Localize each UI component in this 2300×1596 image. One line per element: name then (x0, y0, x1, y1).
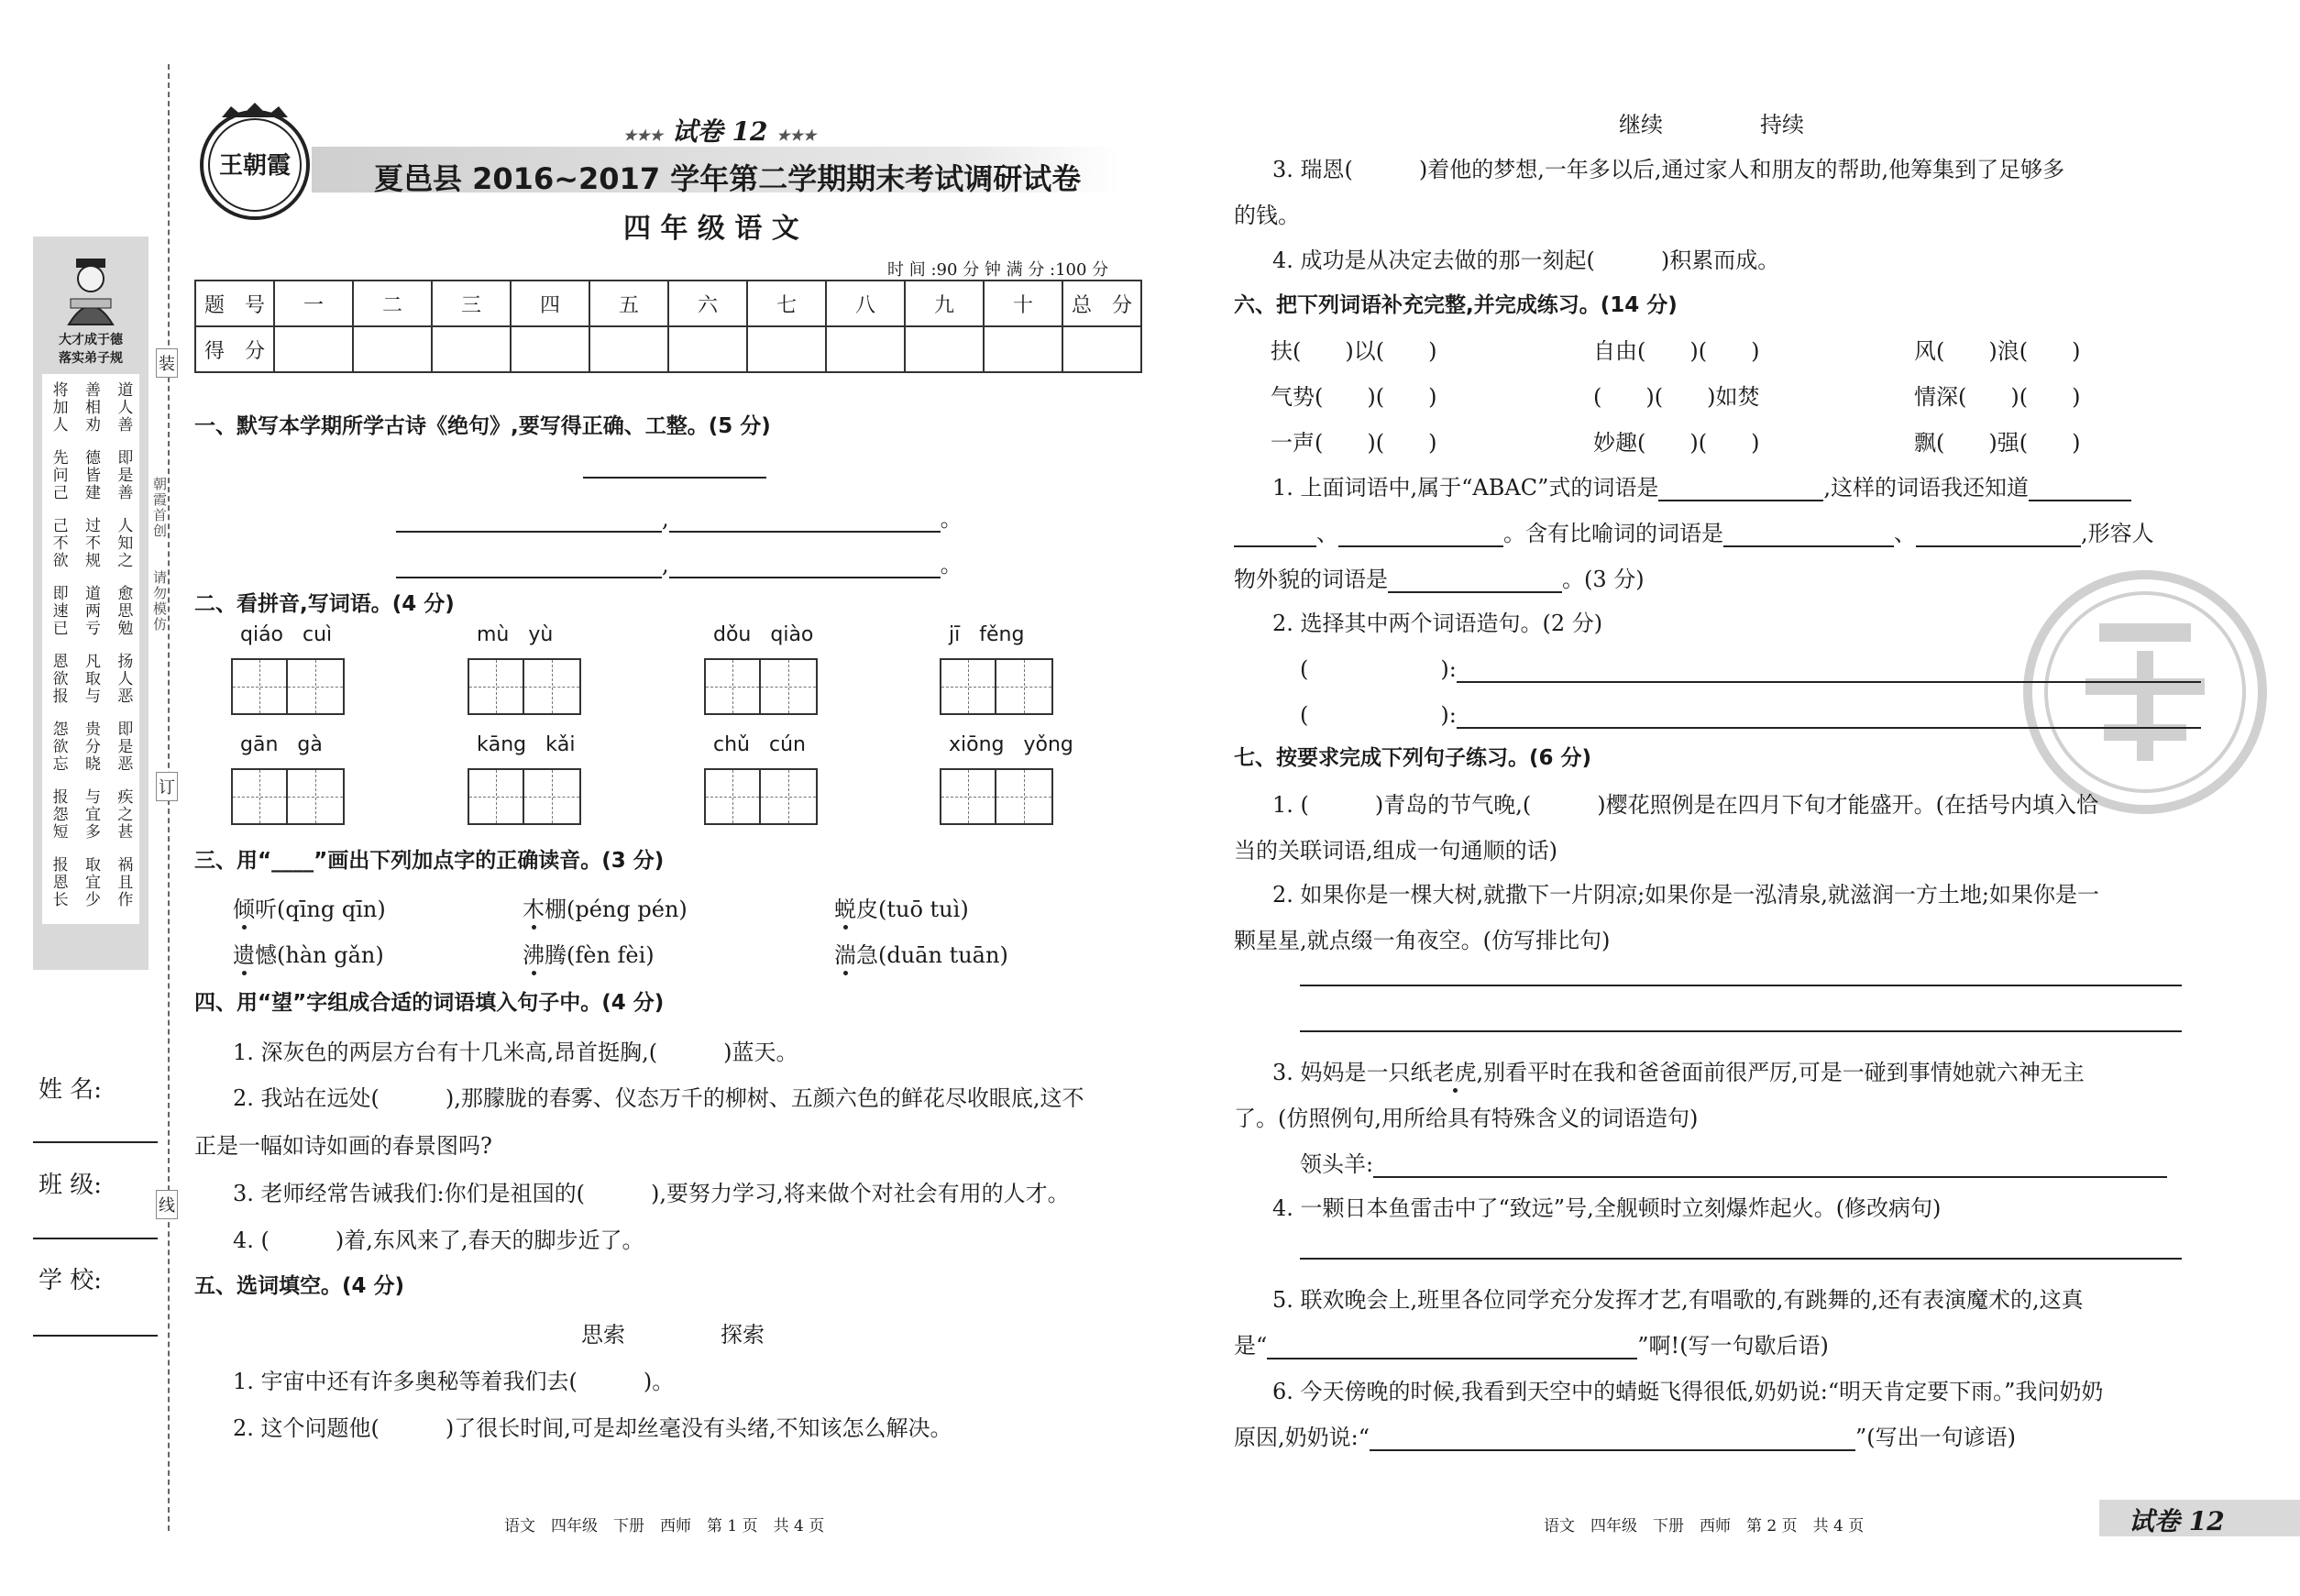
sidebar-motto: 大才成于德 (59, 333, 123, 347)
pronunciation-options: 急(duān tuān) (856, 942, 1008, 968)
pronunciation-options: 棚(péng pén) (545, 897, 688, 922)
brand-logo-text: 王朝霞 (218, 152, 291, 180)
sidebar-poem-column: 即是恶 (114, 721, 133, 773)
section-3-title: 三、用“____”画出下列加点字的正确读音。(3 分) (194, 849, 665, 873)
time-info: 时 间 :90 分 钟 满 分 :100 分 (887, 260, 1109, 280)
score-header-cell: 一 (274, 281, 353, 326)
tianzi-grid[interactable] (940, 768, 1053, 825)
dotted-character: 倾 (233, 897, 255, 922)
idiom-fill-item[interactable]: 扶( )以( ) (1271, 338, 1437, 364)
idiom-fill-item[interactable]: 气势( )( ) (1271, 384, 1437, 410)
scholar-figure-icon (54, 253, 127, 326)
s4-question-3: 3. 老师经常告诫我们:你们是祖国的( ),要努力学习,将来做个对社会有用的人才。 (233, 1181, 1070, 1206)
school-label: 学 校: (39, 1267, 103, 1294)
score-label-cell: 得 分 (195, 326, 274, 372)
score-header-cell: 五 (589, 281, 668, 326)
sidebar-poem-column: 将加人 (49, 381, 68, 434)
s7-question-3-answer[interactable]: 领头羊: (1300, 1146, 2167, 1178)
tianzi-cell[interactable] (996, 768, 1053, 825)
sidebar-motto: 落实弟子规 (59, 351, 123, 366)
tianzi-cell[interactable] (761, 768, 818, 825)
s5-question-1: 1. 宇宙中还有许多奥秘等着我们去( )。 (233, 1369, 675, 1394)
idiom-fill-item[interactable]: 一声( )( ) (1271, 430, 1437, 456)
margin-mark: 订 (156, 772, 178, 801)
sidebar-poem-column: 与宜多 (81, 788, 100, 841)
score-header-cell: 二 (353, 281, 432, 326)
answer-line[interactable] (1300, 1030, 2182, 1032)
word-choice: 持续 (1760, 112, 1804, 138)
s6-question-1-cont2[interactable]: 物外貌的词语是 。(3 分) (1234, 567, 1645, 592)
pinyin-label: xiōng yǒng (949, 733, 1073, 756)
tianzi-cell[interactable] (524, 768, 581, 825)
section-1-title: 一、默写本学期所学古诗《绝句》,要写得正确、工整。(5 分) (194, 414, 771, 438)
pronunciation-options: 憾(hàn gǎn) (255, 942, 384, 968)
sidebar-poem-column: 疾之甚 (114, 788, 133, 841)
page-footer: 语文 四年级 下册 西师 第 1 页 共 4 页 (504, 1517, 825, 1535)
tianzi-cell[interactable] (704, 658, 761, 715)
score-input-cell[interactable] (353, 326, 432, 372)
s5-question-3-cont: 的钱。 (1234, 203, 1300, 228)
watermark-seal (2021, 568, 2269, 816)
sidebar-poem-column: 愈思勉 (114, 585, 133, 637)
s6-question-1-cont[interactable]: 、 。含有比喻词的词语是 、 ,形容人 (1234, 515, 2154, 547)
margin-note: 朝霞首创 (151, 477, 168, 539)
pronunciation-item[interactable] (834, 891, 969, 923)
pronunciation-options: 听(qīng qīn) (255, 897, 386, 922)
tianzi-grid[interactable] (704, 768, 818, 825)
margin-mark: 线 (156, 1190, 178, 1219)
pronunciation-item[interactable] (523, 937, 655, 969)
idiom-fill-item[interactable]: ( )( )如焚 (1593, 384, 1760, 410)
score-header-cell: 题 号 (195, 281, 274, 326)
sidebar-poem-column: 先问己 (49, 449, 68, 501)
tianzi-cell[interactable] (288, 658, 345, 715)
sidebar-poem-column: 报怨短 (49, 788, 68, 841)
idiom-fill-item[interactable]: 自由( )( ) (1593, 338, 1760, 364)
score-header-cell: 三 (432, 281, 511, 326)
dotted-character: 沸 (523, 942, 545, 968)
pronunciation-item[interactable] (233, 937, 384, 969)
score-input-cell[interactable] (668, 326, 747, 372)
sentence-line-2[interactable]: ( ): (1300, 697, 2201, 729)
pinyin-label: chǔ cún (713, 733, 806, 756)
sidebar-poem-column: 人知之 (114, 517, 133, 569)
tianzi-cell[interactable] (940, 658, 996, 715)
s4-question-1: 1. 深灰色的两层方台有十几米高,昂首挺胸,( )蓝天。 (233, 1040, 798, 1065)
idiom-fill-item[interactable]: 风( )浪( ) (1914, 338, 2081, 364)
dotted-character: 木 (523, 897, 545, 922)
pronunciation-options: 皮(tuō tuì) (856, 897, 969, 922)
s7-question-5-cont[interactable]: 是“ ”啊!(写一句歇后语) (1234, 1333, 1829, 1359)
tianzi-grid[interactable] (468, 658, 581, 715)
s7-question-3-cont: 了。(仿照例句,用所给具有特殊含义的词语造句) (1234, 1106, 1699, 1131)
sidebar-poem-column: 即是善 (114, 449, 133, 501)
s7-question-6-cont[interactable]: 原因,奶奶说:“ ”(写出一句谚语) (1234, 1425, 2016, 1450)
sidebar-poem-column: 道两亏 (81, 585, 100, 637)
s5-question-4: 4. 成功是从决定去做的那一刻起( )积累而成。 (1272, 248, 1780, 273)
pronunciation-item[interactable] (233, 891, 386, 923)
sentence-line-1[interactable]: ( ): (1300, 651, 2201, 683)
s7-question-1-cont: 当的关联词语,组成一句通顺的话) (1234, 838, 1557, 864)
dotted-character: 湍 (834, 942, 856, 968)
sidebar-poem-column: 过不规 (81, 517, 100, 569)
dotted-word: 老虎 (1432, 1060, 1477, 1085)
class-field[interactable] (33, 1238, 158, 1239)
score-header-cell: 七 (747, 281, 826, 326)
margin-mark: 装 (156, 348, 178, 378)
tianzi-cell[interactable] (288, 768, 345, 825)
score-input-cell[interactable] (274, 326, 353, 372)
idiom-fill-item[interactable]: 飘( )强( ) (1914, 430, 2081, 456)
sidebar-poem-column: 扬人恶 (114, 653, 133, 705)
pinyin-label: dǒu qiào (713, 623, 814, 646)
s7-question-4: 4. 一颗日本鱼雷击中了“致远”号,全舰顿时立刻爆炸起火。(修改病句) (1272, 1195, 1942, 1221)
score-input-cell[interactable] (511, 326, 589, 372)
pinyin-label: kāng kǎi (477, 733, 576, 756)
section-4-title: 四、用“望”字组成合适的词语填入句子中。(4 分) (194, 991, 665, 1015)
tianzi-grid[interactable] (468, 768, 581, 825)
exam-title: 夏邑县 2016~2017 学年第二学期期末考试调研试卷 (374, 161, 1082, 196)
word-choice: 继续 (1619, 112, 1663, 138)
s6-question-2: 2. 选择其中两个词语造句。(2 分) (1272, 611, 1603, 636)
tianzi-cell[interactable] (761, 658, 818, 715)
tianzi-grid[interactable] (940, 658, 1053, 715)
dotted-character: 遗 (233, 942, 255, 968)
section-2-title: 二、看拼音,写词语。(4 分) (194, 592, 455, 616)
score-header-cell: 九 (905, 281, 984, 326)
score-header-cell: 总 分 (1062, 281, 1141, 326)
answer-line[interactable] (1300, 1258, 2182, 1260)
pinyin-label: qiáo cuì (240, 623, 333, 646)
s6-question-1[interactable]: 1. 上面词语中,属于“ABAC”式的词语是 ,这样的词语我还知道 (1272, 469, 2131, 501)
idiom-fill-item[interactable]: 妙趣( )( ) (1593, 430, 1760, 456)
page-footer: 语文 四年级 下册 西师 第 2 页 共 4 页 (1544, 1517, 1865, 1535)
sidebar-poem-column: 取宜少 (81, 856, 100, 908)
tianzi-grid[interactable] (231, 658, 345, 715)
tianzi-cell[interactable] (231, 658, 288, 715)
tianzi-cell[interactable] (704, 768, 761, 825)
score-input-cell[interactable] (905, 326, 984, 372)
dotted-character: 蜕 (834, 897, 856, 922)
score-input-cell[interactable] (826, 326, 905, 372)
tianzi-cell[interactable] (468, 658, 524, 715)
score-input-cell[interactable] (589, 326, 668, 372)
sidebar-poem-column: 凡取与 (81, 653, 100, 705)
sidebar-panel (33, 237, 149, 970)
pronunciation-item[interactable] (523, 891, 688, 923)
sidebar-poem-column: 己不欲 (49, 517, 68, 569)
idiom-fill-item[interactable]: 情深( )( ) (1914, 384, 2081, 410)
s7-question-6: 6. 今天傍晚的时候,我看到天空中的蜻蜓飞得很低,奶奶说:“明天肯定要下雨。”我问奶奶 (1272, 1379, 2104, 1404)
score-input-cell[interactable] (747, 326, 826, 372)
exam-subject: 四 年 级 语 文 (623, 213, 799, 245)
margin-note: 请勿模仿 (151, 570, 168, 633)
s7-question-5: 5. 联欢晚会上,班里各位同学充分发挥才艺,有唱歌的,有跳舞的,还有表演魔术的,这真 (1272, 1287, 2084, 1313)
sidebar-poem-column: 善相劝 (81, 381, 100, 434)
section-5-title: 五、选词填空。(4 分) (194, 1274, 405, 1298)
sidebar-poem-column: 即速已 (49, 585, 68, 637)
word-choice: 探索 (721, 1322, 765, 1348)
score-input-cell[interactable] (1062, 326, 1141, 372)
name-label: 姓 名: (39, 1076, 103, 1104)
section-7-title: 七、按要求完成下列句子练习。(6 分) (1234, 746, 1592, 770)
corner-paper-number: 试卷 12 (2129, 1506, 2225, 1536)
s4-question-4: 4. ( )着,东风来了,春天的脚步近了。 (233, 1227, 644, 1253)
pronunciation-item[interactable] (834, 937, 1008, 969)
score-table (194, 280, 1142, 373)
score-header-cell: 四 (511, 281, 589, 326)
s5-question-3: 3. 瑞恩( )着他的梦想,一年多以后,通过家人和朋友的帮助,他筹集到了足够多 (1272, 157, 2065, 182)
tianzi-cell[interactable] (996, 658, 1053, 715)
poem-line-2[interactable]: , 。 (396, 546, 963, 578)
s7-question-1: 1. ( )青岛的节气晚,( )樱花照例是在四月下旬才能盛开。(在括号内填入恰 (1272, 792, 2098, 818)
tianzi-grid[interactable] (231, 768, 345, 825)
class-label: 班 级: (39, 1172, 103, 1199)
tianzi-cell[interactable] (524, 658, 581, 715)
score-header-cell: 八 (826, 281, 905, 326)
sidebar-poem-column: 恩欲报 (49, 653, 68, 705)
pinyin-label: gān gà (240, 733, 323, 756)
score-input-cell[interactable] (432, 326, 511, 372)
s5-question-2: 2. 这个问题他( )了很长时间,可是却丝毫没有头绪,不知该怎么解决。 (233, 1415, 952, 1441)
s7-question-2: 2. 如果你是一棵大树,就撒下一片阴凉;如果你是一泓清泉,就滋润一方土地;如果你是一 (1272, 882, 2099, 908)
brand-logo (194, 101, 315, 222)
sidebar-poem-column: 祸且作 (114, 856, 133, 908)
tianzi-grid[interactable] (704, 658, 818, 715)
s4-question-2-cont: 正是一幅如诗如画的春景图吗? (194, 1133, 492, 1159)
s7-question-2-cont: 颗星星,就点缀一角夜空。(仿写排比句) (1234, 928, 1611, 953)
score-input-cell[interactable] (984, 326, 1062, 372)
sidebar-poem-column: 怨欲忘 (49, 721, 68, 773)
sidebar-poem-column: 德皆建 (81, 449, 100, 501)
pinyin-label: jī fěng (949, 623, 1025, 646)
score-header-cell: 六 (668, 281, 747, 326)
sidebar-poem-column: 报恩长 (49, 856, 68, 908)
pinyin-label: mù yù (477, 623, 554, 646)
poem-title-line[interactable] (583, 477, 766, 479)
paper-number: ★★★ 试卷 12 ★★★ (623, 116, 817, 147)
name-field[interactable] (33, 1141, 158, 1143)
sidebar-poem-column: 贵分晓 (81, 721, 100, 773)
tianzi-cell[interactable] (940, 768, 996, 825)
poem-line-1[interactable]: , 。 (396, 501, 963, 533)
tianzi-cell[interactable] (231, 768, 288, 825)
school-field[interactable] (33, 1335, 158, 1337)
score-header-cell: 十 (984, 281, 1062, 326)
tianzi-cell[interactable] (468, 768, 524, 825)
answer-line[interactable] (1300, 985, 2182, 986)
s7-question-3: 3. 妈妈是一只纸老虎,别看平时在我和爸爸面前很严厉,可是一碰到事情她就六神无主 (1272, 1060, 2085, 1085)
section-6-title: 六、把下列词语补充完整,并完成练习。(14 分) (1234, 293, 1678, 317)
sidebar-poem (42, 374, 139, 924)
s4-question-2: 2. 我站在远处( ),那朦胧的春雾、仪态万千的柳树、五颜六色的鲜花尽收眼底,这不 (233, 1085, 1084, 1111)
word-choice: 思索 (581, 1322, 625, 1348)
sidebar-poem-column: 道人善 (114, 381, 133, 434)
pronunciation-options: 腾(fèn fèi) (545, 942, 655, 968)
